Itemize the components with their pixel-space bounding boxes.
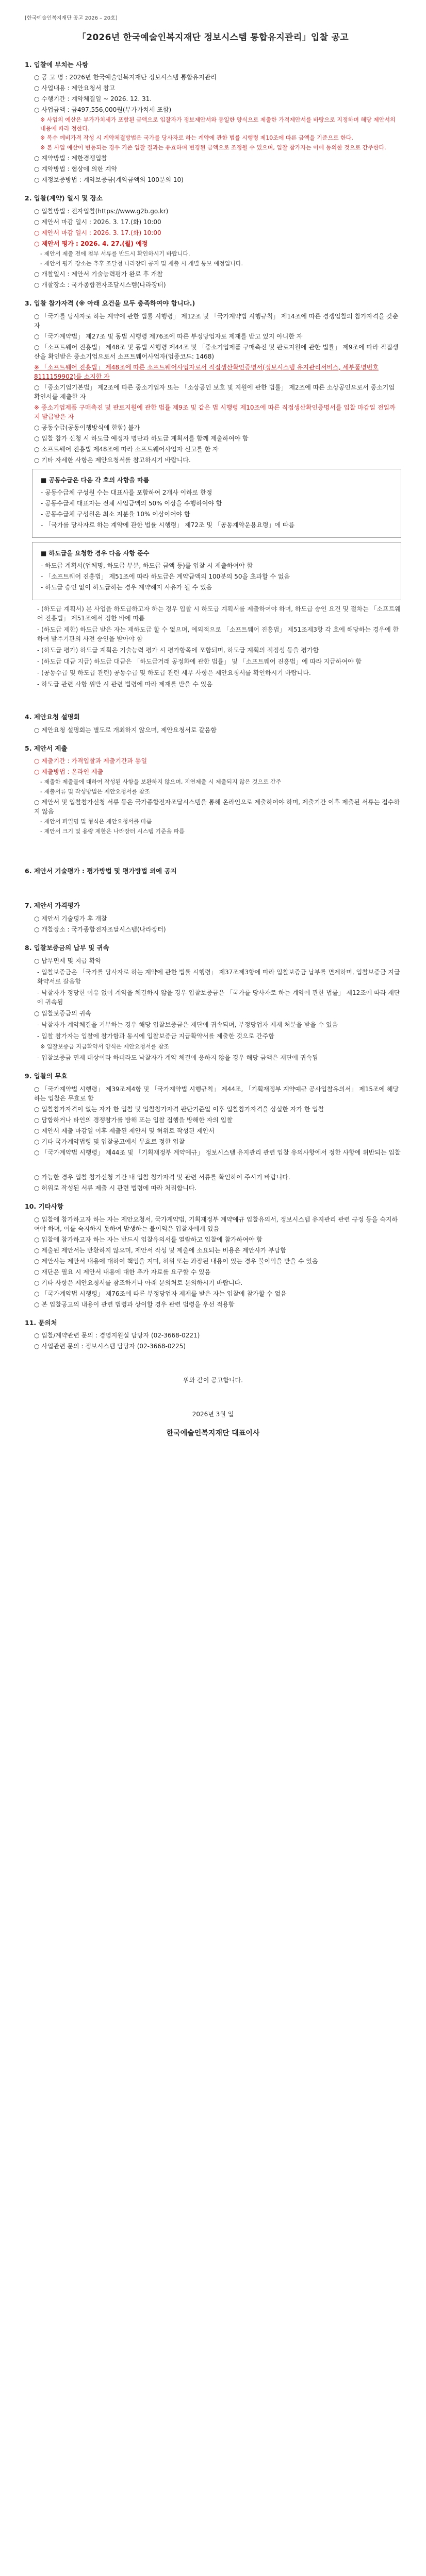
s5-note: - 제출한 제출물에 대하여 작성된 사항을 보완하지 않으며, 지연제출 시 제출되지 않은 것으로 간주: [40, 778, 282, 786]
s9-item: ○ 입찰참가자격이 없는 자가 한 입찰 및 입찰참가자격 판단기준일 이후 입찰참가자격을 상실한 자가 한 입찰: [34, 1105, 324, 1113]
s4-item: ○ 제안요청 설명회는 별도로 개최하지 않으며, 제안요청서로 갈음함: [34, 726, 217, 734]
contact-item: ○ 입찰/계약관련 문의 : 경영지원실 담당자 (02-3668-0221): [34, 1332, 200, 1340]
consortium-line: - 「국가를 당사자로 하는 계약에 관한 법률 시행령」 제72조 및 「공동계약운용요령」에 따름: [41, 521, 295, 529]
s2-red-item: ○ 제안서 마감 일시 : 2026. 3. 17.(화) 10:00: [34, 229, 161, 236]
closing-statement: 위와 같이 공고합니다.: [183, 1377, 243, 1384]
notice-date: 2026년 3월 일: [192, 1411, 234, 1418]
s3-item: ○ 「국가계약법」 제27조 및 동법 시행령 제76조에 따른 부정당업자로 제재를 받고 있지 아니한 자: [34, 332, 303, 340]
section-7: [25, 901, 401, 934]
s1-note: ※ 본 사업 예산이 변동되는 경우 기존 입찰 결과는 유효하며 변경된 금액으로 조정될 수 있으며, 입찰 참가자는 이에 동의한 것으로 간주한다.: [40, 144, 386, 151]
s2-item: ○ 개찰일시 : 제안서 기술능력평가 완료 후 개찰: [34, 270, 163, 278]
s1-item: ○ 재정보증방법 : 계약보증금(계약금액의 100분의 10): [34, 176, 184, 184]
s2-item: ○ 제안서 마감 일시 : 2026. 3. 17.(화) 10:00: [34, 218, 161, 226]
s9-item: ○ 담합하거나 타인의 경쟁참가를 방해 또는 입찰 집행을 방해한 자의 입찰: [34, 1116, 233, 1124]
s5-red-item: ○ 제출기간 : 가격입찰과 제출기간과 동일: [34, 757, 148, 765]
s3-item: ○ 입찰 참가 신청 시 하도급 예정자 명단과 하도급 계획서를 함께 제출하여야 함: [34, 434, 249, 442]
s3-item: ○ 기타 자세한 사항은 제안요청서를 참고하시기 바랍니다.: [34, 456, 191, 464]
section-5: [25, 744, 401, 836]
consortium-line: - 공동수급체 대표자는 전체 사업금액의 50% 이상을 수행하여야 함: [41, 499, 222, 507]
s2-red-item: ○ 제안서 평가 : 2026. 4. 27.(월) 예정: [34, 240, 148, 247]
s5-red-item: ○ 제출방법 : 온라인 제출: [34, 768, 104, 776]
s3-paragraph: - (하도급 제한) 하도급 받은 자는 재하도급 할 수 없으며, 예외적으로 「소프트웨어 진흥법」 제51조제3항 각 호에 해당하는 경우에 한하여 발주기관의 사전 승인을 받아야 함: [37, 625, 399, 642]
s9-tail: ○ 허위로 작성된 서류 제출 시 관련 법령에 따라 처리합니다.: [34, 1184, 197, 1192]
s3-item: ○ 공동수급(공동이행방식에 한함) 불가: [34, 423, 140, 431]
s8-line: - 입찰 참가자는 입찰에 참가함과 동시에 입찰보증금 지급확약서를 제출한 것으로 간주함: [37, 1032, 274, 1040]
s5-note: - 제출서류 및 작성방법은 제안요청서를 참조: [40, 788, 150, 795]
section-7-heading: 7. 제안서 가격평가: [25, 902, 80, 909]
s5-note: - 제안서 크기 및 용량 제한은 나라장터 시스템 기준을 따름: [40, 827, 185, 835]
subcontract-box: [32, 542, 401, 600]
section-3-heading: 3. 입찰 참가자격 (※ 아래 요건을 모두 충족하여야 합니다.): [25, 299, 195, 307]
consortium-line: - 공동수급체 구성원은 최소 지분율 10% 이상이어야 함: [41, 510, 190, 518]
s3-paragraph: - (하도급 대금 지급) 하도급 대금은 「하도급거래 공정화에 관한 법률」 및 「소프트웨어 진흥법」에 따라 지급하여야 함: [37, 657, 362, 665]
subcontract-line: - 「소프트웨어 진흥법」 제51조에 따라 하도급은 계약금액의 100분의 50을 초과할 수 없음: [41, 572, 290, 580]
s1-note: ※ 복수 예비가격 작성 시 계약체결방법은 국가를 당사자로 하는 계약에 관한 법률 시행령 제10조에 따른 금액을 기준으로 한다.: [40, 134, 353, 142]
s9-item: ○ 「국가계약법 시행령」 제39조제4항 및 「국가계약법 시행규칙」 제44조, 「기획재정부 계약예규 공사입찰유의서」 제15조에 해당하는 입찰은 무효로 함: [34, 1085, 399, 1102]
s3-paragraph: - (공동수급 및 하도급 관련) 공동수급 및 하도급 관련 세부 사항은 제안요청서를 확인하시기 바랍니다.: [37, 669, 311, 676]
section-6: [25, 867, 401, 876]
s3-paragraph: - (하도급 평가) 하도급 계획은 기술능력 평가 시 평가항목에 포함되며, 하도급 계획의 적정성 등을 평가함: [37, 646, 319, 654]
section-11: [25, 1318, 401, 1385]
section-2: [25, 194, 401, 290]
s10-item: ○ 재단은 필요 시 제안서 내용에 대한 추가 자료를 요구할 수 있음: [34, 1268, 211, 1276]
s2-item: ○ 입찰방법 : 전자입찰(https://www.g2b.go.kr): [34, 208, 169, 215]
s3-item: ○ 「국가를 당사자로 하는 계약에 관한 법률 시행령」 제12조 및 「국가계약법 시행규칙」 제14조에 따른 경쟁입찰의 참가자격을 갖춘 자: [34, 312, 399, 329]
section-1-heading: 1. 입찰에 부치는 사항: [25, 60, 89, 69]
s8-item: ○ 입찰보증금의 귀속: [34, 1009, 91, 1017]
s8-line: - 입찰보증금은 「국가를 당사자로 하는 계약에 관한 법률 시행령」 제37조제3항에 따라 입찰보증금 납부를 면제하며, 입찰보증금 지급확약서로 갈음함: [37, 968, 400, 985]
section-4-heading: 4. 제안요청 설명회: [25, 713, 80, 721]
s3-item: ○ 소프트웨어 진흥법 제48조에 따라 소프트웨어사업자 신고를 한 자: [34, 445, 219, 453]
document-title: 「2026년 한국예술인복지재단 정보시스템 통합유지관리」입찰 공고: [77, 32, 349, 43]
consortium-box-heading: ■ 공동수급은 다음 각 호의 사항을 따름: [41, 476, 150, 484]
section-10-heading: 10. 기타사항: [25, 1202, 63, 1210]
s1-item: ○ 계약방법 : 제한경쟁입찰: [34, 155, 107, 162]
s10-item: ○ 입찰에 참가하고자 하는 자는 제안요청서, 국가계약법, 기획재정부 계약예규 입찰유의서, 정보시스템 유지관리 관련 규정 등을 숙지하여야 하며, 이를 숙지하지 못하여 발생하는 불이익은 입찰자에게 있음: [34, 1215, 398, 1232]
s9-item: ○ 제안서 제출 마감일 이후 제출된 제안서 및 허위로 작성된 제안서: [34, 1127, 215, 1134]
s3-red-line: ※ 「소프트웨어 진흥법」 제48조에 따른 소프트웨어사업자로서 직접생산확인증명서(정보시스템 유지관리서비스, 세부품명번호 8111159902)를 소지한 자: [34, 363, 379, 380]
s3-paragraph: - 하도급 관련 사항 위반 시 관련 법령에 따라 제재를 받을 수 있음: [37, 680, 212, 688]
s1-item: ○ 사업금액 : 금497,556,000원(부가가치세 포함): [34, 106, 172, 114]
s9-item: ○ 「국가계약법 시행령」 제44조 및 「기획재정부 계약예규」 정보시스템 유지관리 관련 입찰 유의사항에서 정한 사항에 위반되는 입찰: [34, 1148, 401, 1156]
s2-note: - 제안서 제출 전에 첨부 서류를 반드시 확인하시기 바랍니다.: [40, 250, 190, 257]
s3-item: ○ 「중소기업기본법」 제2조에 따른 중소기업자 또는 「소상공인 보호 및 지원에 관한 법률」 제2조에 따른 소상공인으로서 중소기업 확인서를 제출한 자: [34, 383, 395, 400]
section-10: [25, 1202, 401, 1309]
section-5-heading: 5. 제안서 제출: [25, 744, 68, 752]
s3-item: ○ 「소프트웨어 진흥법」 제48조 및 동법 시행령 제44조 및 「중소기업제품 구매촉진 및 판로지원에 관한 법률」 제9조에 따라 직접생산을 확인받은 중소기업으로서 소프트웨어사업자(업종코드: 1468): [34, 343, 399, 360]
s1-note: ※ 사업의 예산은 부가가치세가 포함된 금액으로 입찰자가 정보제안서와 동일한 양식으로 제출한 가격제안서를 바탕으로 지정하며 해당 제안서의 내용에 따라 정한다.: [40, 116, 396, 132]
section-9: [25, 1072, 401, 1193]
section-3: [25, 299, 401, 689]
section-11-heading: 11. 문의처: [25, 1318, 57, 1327]
section-6-heading: 6. 제안서 기술평가 : 평가방법 및 평가방법 외에 공지: [25, 867, 177, 875]
s1-item: ○ 계약방법 : 협상에 의한 계약: [34, 165, 118, 173]
s8-item: ○ 납부면제 및 지급 확약: [34, 957, 102, 964]
s9-item: ○ 기타 국가계약법령 및 입찰공고에서 무효로 정한 입찰: [34, 1138, 185, 1145]
s10-item: ○ 기타 사항은 제안요청서를 참조하거나 아래 문의처로 문의하시기 바랍니다.: [34, 1279, 243, 1286]
s10-item: ○ 「국가계약법 시행령」 제76조에 따른 부정당업자 제재를 받은 자는 입찰에 참가할 수 없음: [34, 1290, 287, 1297]
s3-red-line-2: ※ 중소기업제품 구매촉진 및 판로지원에 관한 법률 제9조 및 같은 법 시행령 제10조에 따른 직접생산확인증명서를 입찰 마감일 전일까지 발급받은 자: [34, 403, 396, 420]
s3-paragraph: - (하도급 계획서) 본 사업을 하도급하고자 하는 경우 입찰 시 하도급 계획서를 제출하여야 하며, 하도급 승인 요건 및 절차는 「소프트웨어 진흥법」 제51조에서 정한 바에 따름: [37, 605, 401, 622]
s1-item: ○ 수행기간 : 계약체결일 ~ 2026. 12. 31.: [34, 95, 152, 103]
s7-item: ○ 개찰장소 : 국가종합전자조달시스템(나라장터): [34, 925, 166, 933]
s8-line: - 낙찰자가 정당한 이유 없이 계약을 체결하지 않을 경우 입찰보증금은 「국가를 당사자로 하는 계약에 관한 법률」 제12조에 따라 재단에 귀속됨: [37, 989, 400, 1006]
s1-item: ○ 사업내용 : 제안요청서 참고: [34, 84, 116, 92]
s10-item: ○ 제출된 제안서는 반환하지 않으며, 제안서 작성 및 제출에 소요되는 비용은 제안사가 부담함: [34, 1246, 286, 1254]
s10-item: ○ 본 입찰공고의 내용이 관련 법령과 상이할 경우 관련 법령을 우선 적용함: [34, 1300, 235, 1308]
section-8: [25, 943, 401, 1062]
section-4: [25, 713, 401, 735]
subcontract-line: - 하도급 계획서(업체명, 하도급 부분, 하도급 금액 등)를 입찰 시 제출하여야 함: [41, 562, 253, 569]
s10-item: ○ 제안사는 제안서 내용에 대하여 책임을 지며, 허위 또는 과장된 내용이 있는 경우 불이익을 받을 수 있음: [34, 1257, 318, 1265]
subcontract-line: - 하도급 승인 없이 하도급하는 경우 계약해지 사유가 될 수 있음: [41, 583, 212, 591]
s5-note: - 제안서 파일명 및 형식은 제안요청서를 따름: [40, 818, 152, 825]
consortium-box: [32, 469, 401, 538]
section-1: [25, 60, 401, 185]
s2-note: - 제안서 평가 장소는 추후 조달청 나라장터 공지 및 제출 시 개별 통보 예정입니다.: [40, 260, 243, 267]
section-9-heading: 9. 입찰의 무효: [25, 1072, 68, 1080]
s7-item: ○ 제안서 기술평가 후 개찰: [34, 914, 107, 922]
consortium-line: - 공동수급체 구성원 수는 대표사를 포함하여 2개사 이하로 한정: [41, 488, 212, 496]
issuing-organization: 한국예술인복지재단 대표이사: [166, 1429, 260, 1438]
s8-line: - 낙찰자가 계약체결을 거부하는 경우 해당 입찰보증금은 재단에 귀속되며, 부정당업자 제재 처분을 받을 수 있음: [37, 1021, 338, 1028]
s10-item: ○ 입찰에 참가하고자 하는 자는 반드시 입찰유의서를 열람하고 입찰에 참가하여야 함: [34, 1235, 263, 1243]
s2-item: ○ 개찰장소 : 국가종합전자조달시스템(나라장터): [34, 281, 166, 289]
s9-tail: ○ 가능한 경우 입찰 참가신청 기간 내 입찰 참가자격 및 관련 서류를 확인하여 주시기 바랍니다.: [34, 1173, 290, 1181]
section-8-heading: 8. 입찰보증금의 납부 및 귀속: [25, 943, 109, 952]
s8-line: - 입찰보증금 면제 대상이라 하더라도 낙찰자가 계약 체결에 응하지 않을 경우 해당 금액은 재단에 귀속됨: [37, 1054, 318, 1061]
notice-number: [한국예술인복지재단 공고 2026 – 20호]: [25, 15, 118, 21]
s1-item: ○ 공 고 명 : 2026년 한국예술인복지재단 정보시스템 통합유지관리: [34, 74, 217, 81]
s5-item: ○ 제안서 및 입찰참가신청 서류 등은 국가종합전자조달시스템을 통해 온라인으로 제출하여야 하며, 제출기간 이후 제출된 서류는 접수하지 않음: [34, 799, 400, 816]
section-2-heading: 2. 입찰(계약) 일시 및 장소: [25, 194, 103, 202]
subcontract-box-heading: ■ 하도급을 요청한 경우 다음 사항 준수: [41, 549, 150, 557]
contact-item: ○ 사업관련 문의 : 정보시스템 담당자 (02-3668-0225): [34, 1343, 186, 1350]
s8-note: ※ 입찰보증금 지급확약서 양식은 제안요청서를 참조: [40, 1043, 169, 1050]
